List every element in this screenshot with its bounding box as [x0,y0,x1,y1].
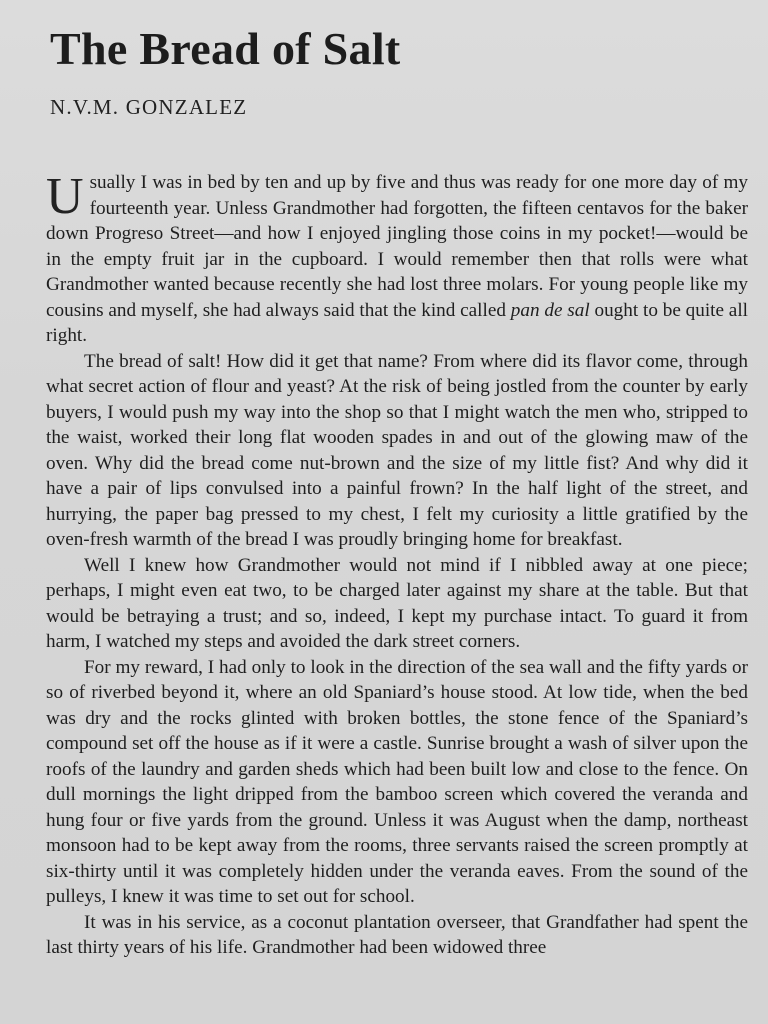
author-name: N.V.M. GONZALEZ [50,95,248,119]
story-title: The Bread of Salt [50,23,401,74]
drop-cap: U [46,168,84,225]
paragraph-1-tail: ought to be quite all right. [46,299,748,346]
paragraph-3: Well I knew how Grandmother would not mind if I nibbled away at one piece; perhaps, I might even eat two, to be charged later against my share at the table. But that would be betraying a trust; and so, indeed, I kept my purchase intact. To guard it from harm, I watched my steps and avoided the dark street corners. [46,554,748,652]
paragraph-1-text: sually I was in bed by ten and up by five and thus was ready for one more day of my fourteenth year. Unless Grandmother had forgotten, the fifteen centavos for the baker down Progreso Street—and how I enjoyed jingling those coins in my pocket!—would be in the empty fruit jar in the cupboard. I would remember then that rolls were what Grandmother wanted because recently she had lost three molars. For young people like my cousins and myself, she had always said that the kind called [46,172,748,321]
paragraph-2: The bread of salt! How did it get that name? From where did its flavor come, through what secret action of flour and yeast? At the risk of being jostled from the counter by early buyers, I would push my way into the shop so that I might watch the men who, stripped to the waist, worked their long flat wooden spades in and out of the glowing maw of the oven. Why did the bread come nut-brown and the size of my little fist? And why did it have a pair of lips convulsed into a painful frown? In the half light of the street, and hurrying, the paper bag pressed to my chest, I felt my curiosity a little gratified by the oven-fresh warmth of the bread I was proudly bringing home for breakfast. [46,350,748,550]
paragraph-1 [46,170,748,349]
paragraph-4: For my reward, I had only to look in the direction of the sea wall and the fifty yards or so of riverbed beyond it, where an old Spaniard’s house stood. At low tide, when the bed was dry and the rocks glinted with broken bottles, the stone fence of the Spaniard’s compound set off the house as if it were a castle. Sunrise brought a wash of silver upon the roofs of the laundry and garden sheds which had been built low and close to the fence. On dull mornings the light dripped from the bamboo screen which covered the veranda and hung four or five yards from the ground. Unless it was August when the damp, northeast monsoon had to be kept away from the rooms, three servants raised the screen promptly at six-thirty until it was completely hidden under the veranda eaves. From the sound of the pulleys, I knew it was time to set out for school. [46,656,748,907]
story-body [46,170,748,961]
italic-term: pan de sal [510,299,590,321]
paragraph-5: It was in his service, as a coconut plantation overseer, that Grandfather had spent the last thirty years of his life. Grandmother had been widowed three [46,911,748,958]
